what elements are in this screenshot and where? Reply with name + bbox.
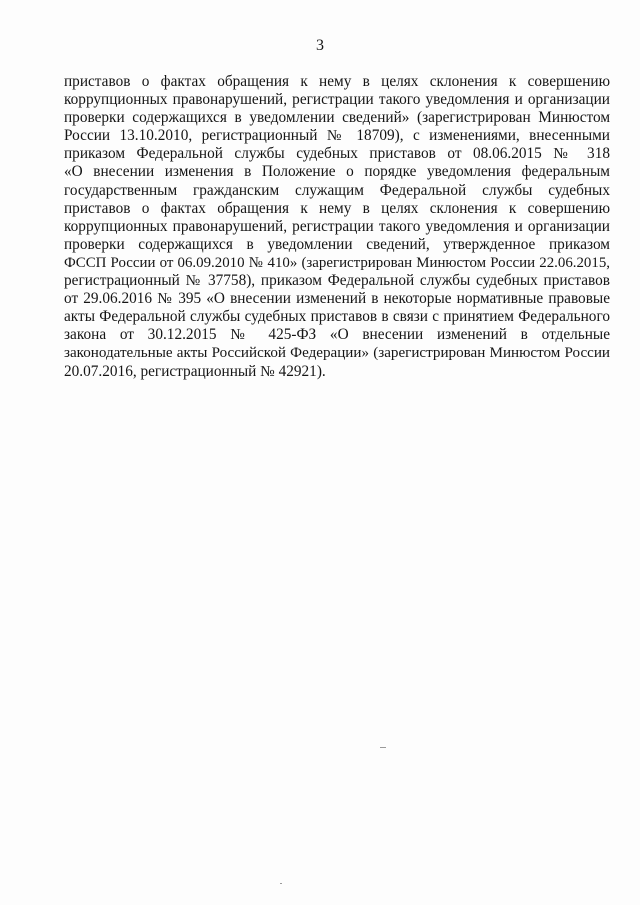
text-line: проверки содержащихся в уведомлении сведений, утвержденное приказом	[64, 235, 610, 253]
text-line: государственным гражданским служащим Федеральной службы судебных	[64, 181, 610, 199]
text-line: от 29.06.2016 № 395 «О внесении изменений в некоторые нормативные правовые	[64, 290, 610, 308]
scan-speck	[380, 747, 386, 748]
text-line: приставов о фактах обращения к нему в целях склонения к совершению	[64, 199, 610, 217]
text-line: проверки содержащихся в уведомлении сведений» (зарегистрирован Минюстом	[64, 109, 610, 127]
page-number: 3	[316, 37, 324, 54]
text-line: ФССП России от 06.09.2010 № 410» (зарегистрирован Минюстом России 22.06.2015,	[64, 254, 610, 271]
body-paragraph	[64, 73, 610, 381]
text-line: коррупционных правонарушений, регистрации такого уведомления и организации	[64, 91, 610, 109]
text-line: России 13.10.2010, регистрационный № 18709), с изменениями, внесенными	[64, 127, 610, 145]
text-line: закона от 30.12.2015 № 425-ФЗ «О внесении изменений в отдельные	[64, 326, 610, 344]
text-line: «О внесении изменения в Положение о порядке уведомления федеральным	[64, 163, 610, 181]
text-line: акты Федеральной службы судебных приставов в связи с принятием Федерального	[64, 308, 610, 326]
text-line: коррупционных правонарушений, регистрации такого уведомления и организации	[64, 217, 610, 235]
text-line-last: 20.07.2016, регистрационный № 42921).	[64, 362, 326, 380]
text-line: приставов о фактах обращения к нему в целях склонения к совершению	[64, 73, 610, 90]
text-line: законодательные акты Российской Федерации» (зарегистрирован Минюстом России	[64, 345, 610, 362]
text-line: приказом Федеральной службы судебных приставов от 08.06.2015 № 318	[64, 145, 610, 163]
text-line: регистрационный № 37758), приказом Федеральной службы судебных приставов	[64, 272, 610, 290]
scan-speck	[280, 883, 282, 884]
